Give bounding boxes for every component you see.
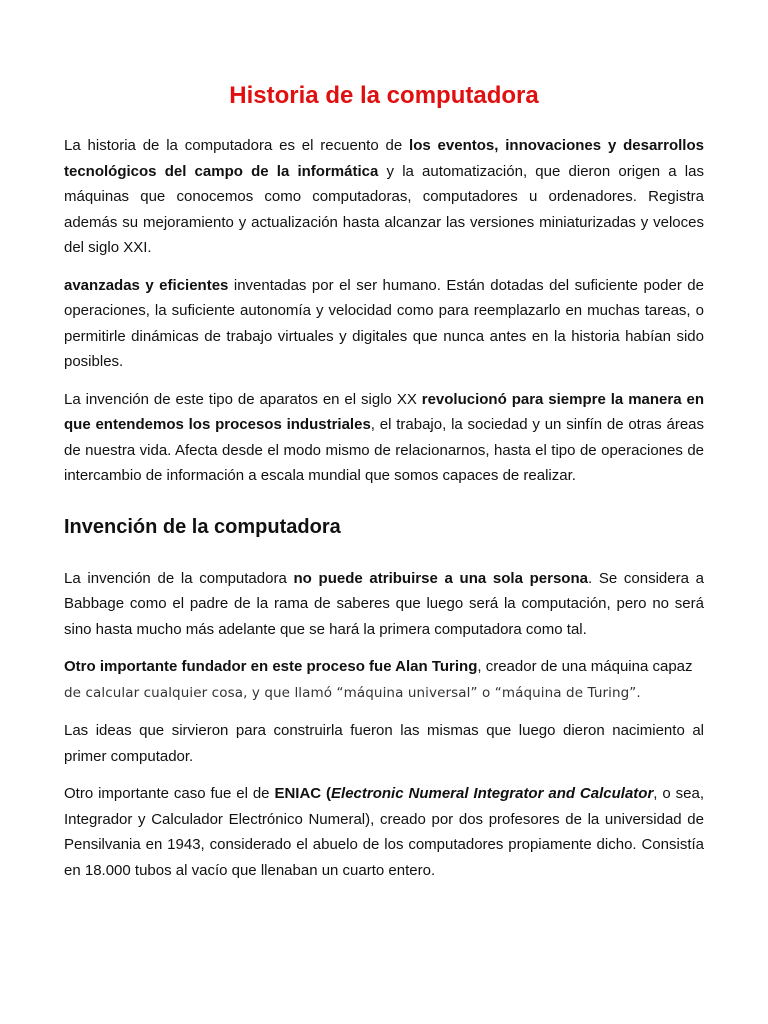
paragraph-invention (64, 566, 704, 643)
paragraph-impact-text-c: , el trabajo, la sociedad y un sinfín de otras áreas de nuestra vida. Afecta desde el modo mismo de relacionarnos, hasta el tipo de operaciones de intercambio de información a escala mundial que somos capaces de realizar. (64, 416, 705, 485)
paragraph-impact (64, 387, 704, 489)
paragraph-eniac-bold (274, 785, 653, 802)
paragraph-eniac-bold-label: ENIAC ( (274, 785, 332, 803)
paragraph-eniac-text-a: Otro importante caso fue el de (64, 785, 275, 803)
paragraph-invention-text-a: La invención de la computadora (64, 569, 294, 587)
paragraph-turing (64, 654, 704, 706)
paragraph-turing-bold: Otro importante fundador en este proceso fue Alan Turing (64, 658, 478, 676)
paragraph-intro (64, 133, 704, 261)
paragraph-invention-text-c: . Se considera a Babbage como el padre de la rama de saberes que luego será la computación, pero no será sino hasta mucho más adelante que se hará la primera computadora como tal. (64, 569, 704, 638)
paragraph-capabilities (64, 273, 704, 375)
paragraph-eniac-text-d: , o sea, Integrador y Calculador Electrónico Numeral), creado por dos profesores de la universidad de Pensilvania en 1943, considerado el abuelo de los computadores propiamente dicho. Consistía en 18.000 tubos al vacío que llenaban un cuarto entero. (64, 785, 704, 879)
paragraph-intro-text-a: La historia de la computadora es el recuento de (64, 137, 410, 155)
paragraph-turing-text-c: de calcular cualquier cosa, y que llamó “máquina universal” o “máquina de Turing”. (64, 684, 641, 701)
paragraph-impact-bold: revolucionó para siempre la manera en que entendemos los procesos industriales (64, 390, 704, 434)
document-page (64, 80, 704, 895)
paragraph-turing-text-b: , creador de una máquina capaz (477, 658, 693, 676)
paragraph-ideas: Las ideas que sirvieron para construirla fueron las mismas que luego dieron nacimiento al primer computador. (64, 722, 704, 765)
section-heading-invention: Invención de la computadora (64, 515, 341, 538)
document-title: Historia de la computadora (229, 82, 539, 109)
paragraph-eniac (64, 781, 704, 883)
paragraph-eniac-italic: Electronic Numeral Integrator and Calculator (331, 785, 654, 803)
paragraph-intro-text-c: y la automatización, que dieron origen a las máquinas que conocemos como computadoras, computadores u ordenadores. Registra además su mejoramiento y actualización hasta alcanzar las versiones miniaturizadas y veloces del siglo XXI. (64, 162, 704, 257)
paragraph-capabilities-text: inventadas por el ser humano. Están dotadas del suficiente poder de operaciones, la suficiente autonomía y velocidad como para reemplazarlo en muchas tareas, o permitirle dinámicas de trabajo virtuales y digitales que nunca antes en la historia habían sido posibles. (64, 276, 704, 371)
paragraph-intro-bold: los eventos, innovaciones y desarrollos tecnológicos del campo de la informática (64, 137, 704, 180)
paragraph-impact-text-a: La invención de este tipo de aparatos en el siglo XX (64, 390, 422, 408)
paragraph-capabilities-bold: avanzadas y eficientes (64, 276, 229, 294)
paragraph-invention-bold: no puede atribuirse a una sola persona (293, 569, 588, 587)
